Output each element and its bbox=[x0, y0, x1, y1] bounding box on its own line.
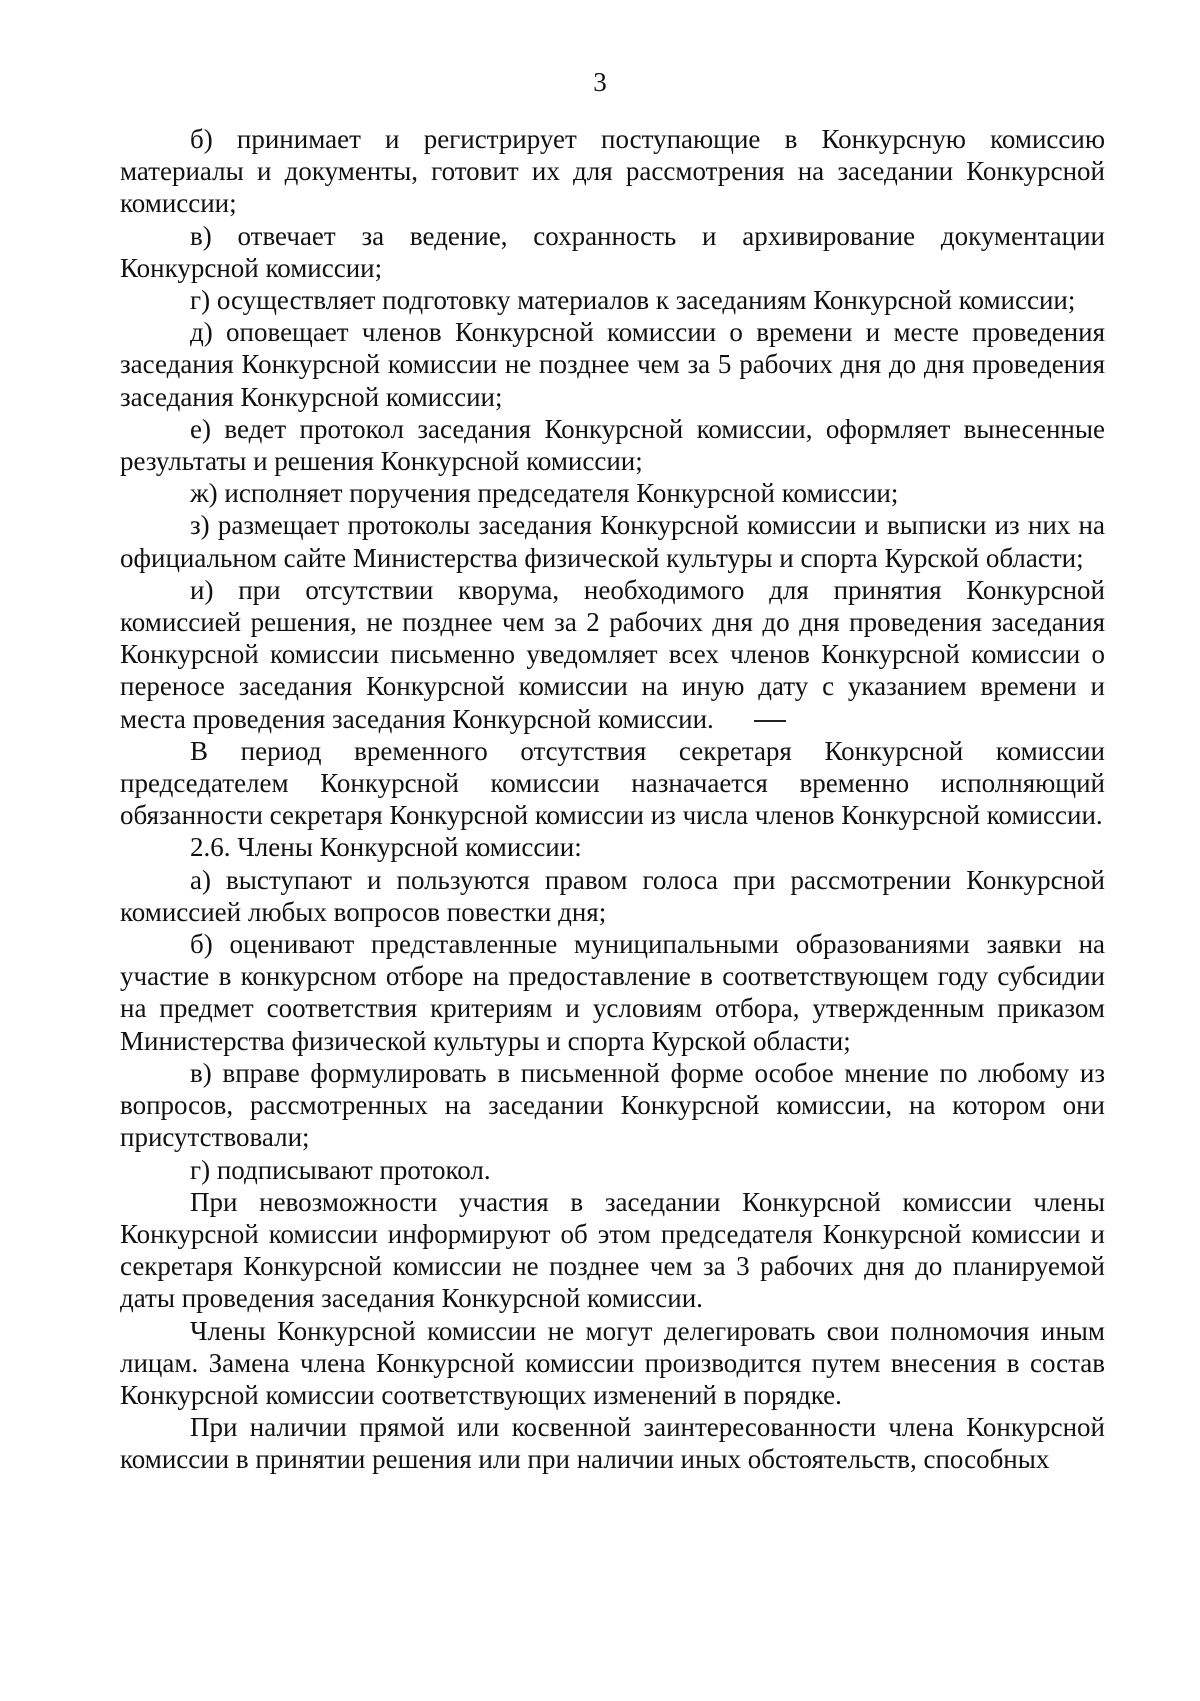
document-body bbox=[120, 123, 1105, 1476]
paragraph-v-members: в) вправе формулировать в письменной форме особое мнение по любому из вопросов, рассмотренных на заседании Конкурсной комиссии, на котором они присутствовали; bbox=[120, 1057, 1105, 1153]
paragraph-g-secretary: г) осуществляет подготовку материалов к заседаниям Конкурсной комиссии; bbox=[190, 285, 1076, 316]
paragraph-secretary-absence: В период временного отсутствия секретаря Конкурсной комиссии председателем Конкурсной комиссии назначается временно исполняющий обязанности секретаря Конкурсной комиссии из числа членов Конкурсной комиссии. bbox=[120, 735, 1105, 831]
paragraph-absence-notice: При невозможности участия в заседании Конкурсной комиссии члены Конкурсной комиссии информируют об этом председателя Конкурсной комиссии и секретаря Конкурсной комиссии не позднее чем за 3 рабочих дня до планируемой даты проведения заседания Конкурсной комиссии. bbox=[120, 1186, 1105, 1314]
paragraph-delegation: Члены Конкурсной комиссии не могут делегировать свои полномочия иным лицам. Замена члена Конкурсной комиссии производится путем внесения в состав Конкурсной комиссии соответствующих изменений в порядке. bbox=[120, 1315, 1105, 1410]
section-heading-2-6: 2.6. Члены Конкурсной комиссии: bbox=[190, 832, 582, 863]
paragraph-g-members: г) подписывают протокол. bbox=[190, 1154, 491, 1185]
paragraph-d-secretary: д) оповещает членов Конкурсной комиссии о времени и месте проведения заседания Конкурсной комиссии не позднее чем за 5 рабочих дня до дня проведения заседания Конкурсной комиссии; bbox=[120, 317, 1105, 412]
paragraph-zh-secretary: ж) исполняет поручения председателя Конкурсной комиссии; bbox=[190, 478, 899, 509]
paragraph-v-secretary: в) отвечает за ведение, сохранность и архивирование документации Конкурсной комиссии; bbox=[120, 220, 1105, 283]
paragraph-a-members: а) выступают и пользуются правом голоса при рассмотрении Конкурсной комиссией любых вопросов повестки дня; bbox=[120, 864, 1105, 927]
paragraph-conflict-of-interest: При наличии прямой или косвенной заинтересованности члена Конкурсной комиссии в принятии решения или при наличии иных обстоятельств, способных bbox=[120, 1412, 1105, 1475]
paragraph-b-members: б) оценивают представленные муниципальными образованиями заявки на участие в конкурсном отборе на предоставление в соответствующем году субсидии на предмет соответствия критериям и условиям отбора, утвержденным приказом Министерства физической культуры и спорта Курской области; bbox=[120, 929, 1105, 1056]
paragraph-i-text: и) при отсутствии кворума, необходимого для принятия Конкурсной комиссией решения, не позднее чем за 2 рабочих дня до дня проведения заседания Конкурсной комиссии письменно уведомляет всех членов Конкурсной комиссии о переносе заседания Конкурсной комиссии на иную дату с указанием времени и места проведения заседания Конкурсной комиссии. bbox=[120, 574, 1105, 734]
page-number: 3 bbox=[593, 67, 607, 97]
paragraph-i-secretary bbox=[120, 574, 1105, 735]
paragraph-b-secretary: б) принимает и регистрирует поступающие в Конкурсную комиссию материалы и документы, готовит их для рассмотрения на заседании Конкурсной комиссии; bbox=[120, 124, 1105, 219]
pen-mark bbox=[754, 720, 786, 722]
paragraph-z-secretary: з) размещает протоколы заседания Конкурсной комиссии и выписки из них на официальном сайте Министерства физической культуры и спорта Курской области; bbox=[120, 510, 1105, 573]
paragraph-e-secretary: е) ведет протокол заседания Конкурсной комиссии, оформляет вынесенные результаты и решения Конкурсной комиссии; bbox=[120, 413, 1105, 477]
